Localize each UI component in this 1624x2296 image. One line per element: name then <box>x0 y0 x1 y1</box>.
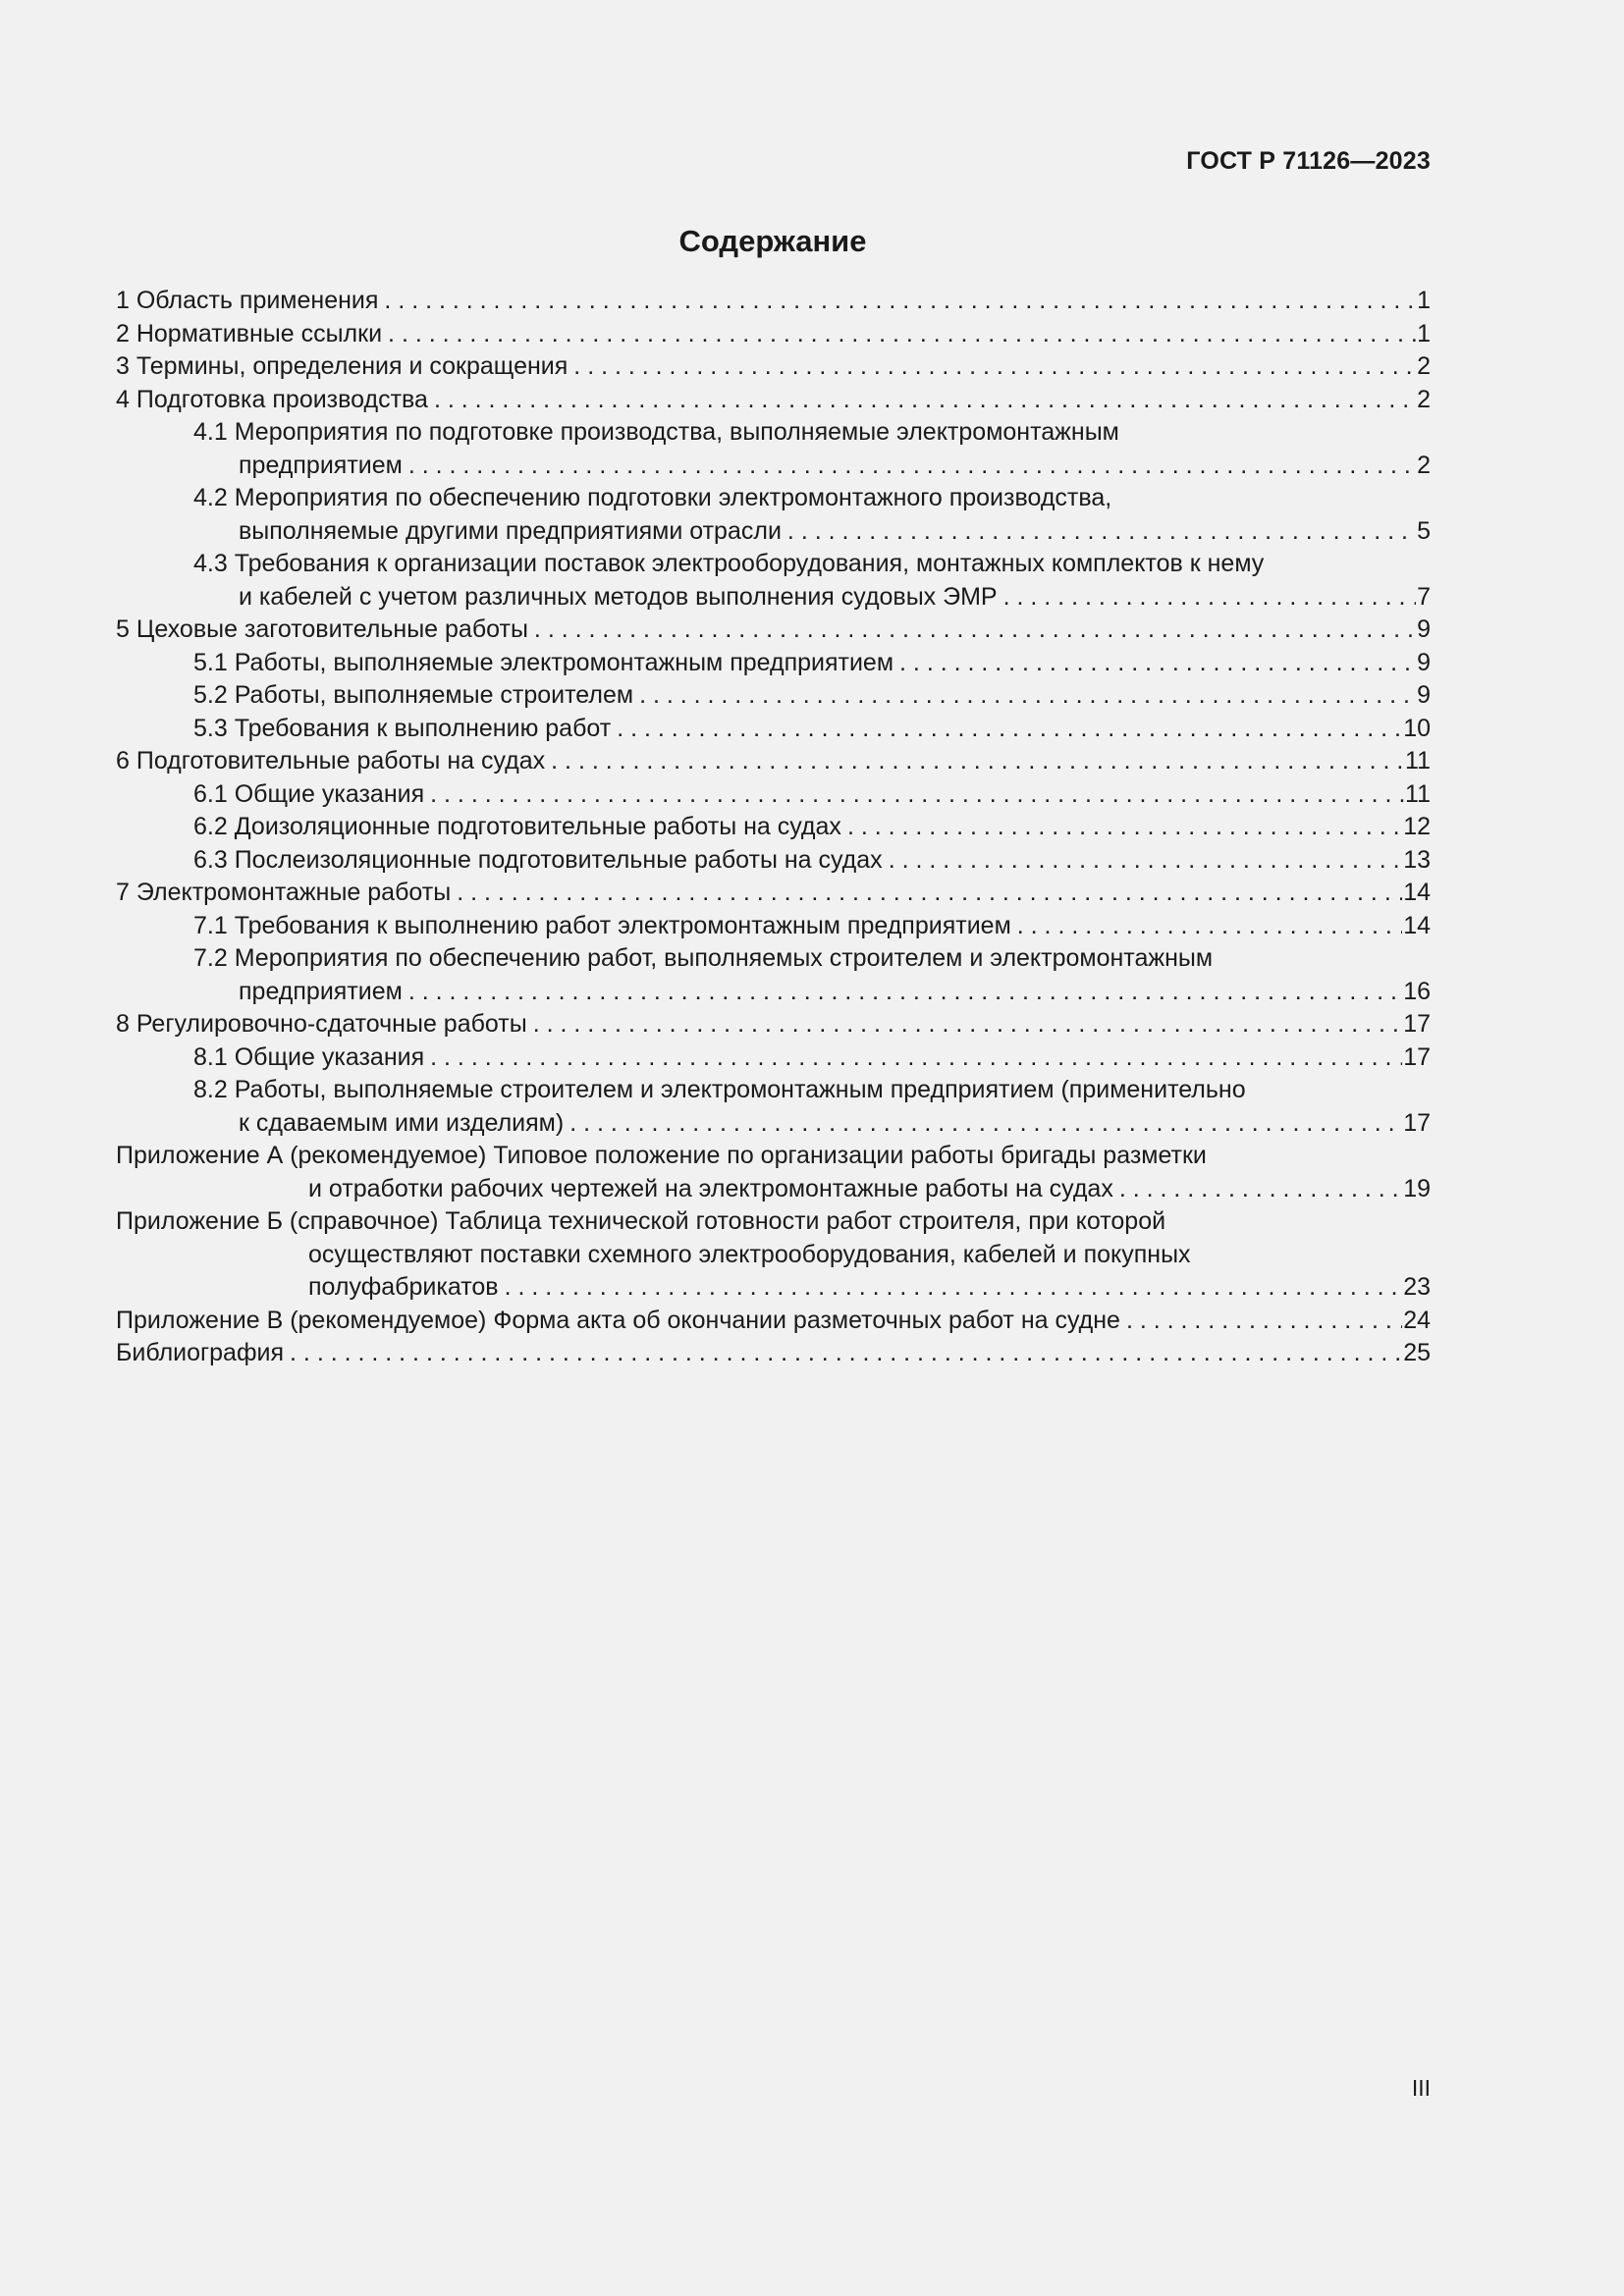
dot-leader <box>534 614 1416 647</box>
toc-subentry[interactable] <box>116 679 1431 713</box>
toc-page-number: 5 <box>1417 516 1431 545</box>
toc-page-number: 19 <box>1403 1174 1431 1202</box>
toc-entry-text: 2 Нормативные ссылки <box>116 319 383 347</box>
toc-page-number: 2 <box>1417 451 1431 479</box>
toc-entry-text: 5 Цеховые заготовительные работы <box>116 615 528 643</box>
toc-page-number: 17 <box>1403 1042 1431 1071</box>
dot-leader <box>457 877 1402 910</box>
toc-page-number: 14 <box>1403 879 1431 906</box>
toc-entry-text: 7 Электромонтажные работы <box>116 879 452 906</box>
toc-entry-text: 5.1 Работы, выполняемые электромонтажным предприятием <box>193 648 894 676</box>
dot-leader <box>408 450 1416 483</box>
toc-entry-text-cont: предприятием <box>239 451 403 479</box>
toc-entry[interactable] <box>116 1008 1431 1041</box>
toc-entry-text: Приложение Б (справочное) Таблица технической готовности работ строителя, при которой <box>116 1207 1166 1235</box>
toc-entry-text: 3 Термины, определения и сокращения <box>116 352 568 380</box>
toc-entry[interactable] <box>116 745 1431 778</box>
dot-leader <box>787 515 1416 549</box>
toc-entry-text-cont: осуществляют поставки схемного электрооборудования, кабелей и покупных <box>308 1240 1191 1268</box>
toc-entry-text: 4.1 Мероприятия по подготовке производства, выполняемые электромонтажным <box>193 418 1119 446</box>
toc-entry[interactable] <box>116 318 1431 351</box>
toc-subentry[interactable] <box>116 482 1431 548</box>
dot-leader <box>617 713 1402 746</box>
toc-entry-text: 4.3 Требования к организации поставок электрооборудования, монтажных комплектов к нему <box>193 550 1265 577</box>
toc-subentry[interactable] <box>116 548 1431 614</box>
toc-page-number: 11 <box>1405 747 1431 774</box>
toc-entry-text: 6.2 Доизоляционные подготовительные работы на судах <box>193 813 841 840</box>
toc-entry-text: 6.3 Послеизоляционные подготовительные работы на судах <box>193 845 883 874</box>
toc-subentry[interactable] <box>116 1074 1431 1140</box>
dot-leader <box>290 1337 1402 1370</box>
toc-entry-text: 5.2 Работы, выполняемые строителем <box>193 681 634 709</box>
toc-page-number: 2 <box>1417 385 1431 413</box>
toc-page-number: 11 <box>1405 779 1431 808</box>
toc-subentry[interactable] <box>116 647 1431 680</box>
toc-entry-text: 8 Регулировочно-сдаточные работы <box>116 1010 527 1038</box>
toc-subentry[interactable] <box>116 844 1431 878</box>
toc-entry-text: 6 Подготовительные работы на судах <box>116 747 546 774</box>
dot-leader <box>1003 581 1416 614</box>
toc-entry-text: 8.1 Общие указания <box>193 1042 425 1071</box>
toc-page-number: 25 <box>1403 1339 1431 1366</box>
toc-entry[interactable] <box>116 614 1431 647</box>
toc-entry-text: 7.1 Требования к выполнению работ электромонтажным предприятием <box>193 911 1011 939</box>
dot-leader <box>889 844 1403 878</box>
dot-leader <box>573 350 1416 384</box>
dot-leader <box>408 976 1402 1009</box>
toc-entry-text: Приложение В (рекомендуемое) Форма акта об окончании разметочных работ на судне <box>116 1306 1120 1334</box>
toc-appendix-entry[interactable] <box>116 1140 1431 1205</box>
toc-page-number: 9 <box>1417 615 1431 643</box>
toc-page-number: 17 <box>1403 1108 1431 1137</box>
toc-title: Содержание <box>678 224 867 258</box>
dot-leader <box>533 1008 1402 1041</box>
toc-page-number: 1 <box>1417 319 1431 347</box>
toc-entry-text: 1 Область применения <box>116 287 379 314</box>
toc-entry[interactable] <box>116 350 1431 384</box>
dot-leader <box>639 679 1416 713</box>
toc-entry[interactable] <box>116 384 1431 417</box>
toc-subentry[interactable] <box>116 811 1431 844</box>
toc-entry-text-cont: и кабелей с учетом различных методов выполнения судовых ЭМР <box>239 582 998 611</box>
toc-appendix-entry[interactable] <box>116 1305 1431 1338</box>
toc-entry-text: 7.2 Мероприятия по обеспечению работ, выполняемых строителем и электромонтажным <box>193 944 1214 972</box>
toc-page-number: 12 <box>1403 813 1431 840</box>
toc-entry-text-cont: и отработки рабочих чертежей на электромонтажные работы на судах <box>308 1174 1113 1202</box>
toc-subentry[interactable] <box>116 910 1431 943</box>
dot-leader <box>847 811 1402 844</box>
toc-entry-text: Библиография <box>116 1339 285 1366</box>
dot-leader <box>430 778 1404 812</box>
toc-subentry[interactable] <box>116 778 1431 812</box>
toc-entry-text: 6.1 Общие указания <box>193 779 425 808</box>
toc-entry[interactable] <box>116 1337 1431 1370</box>
document-code: ГОСТ Р 71126—2023 <box>1186 147 1431 175</box>
dot-leader <box>1126 1305 1402 1338</box>
dot-leader <box>1119 1173 1402 1206</box>
toc-entry-text-cont: предприятием <box>239 977 403 1005</box>
toc-page-number: 24 <box>1403 1306 1431 1334</box>
table-of-contents <box>116 285 1431 1370</box>
dot-leader <box>430 1041 1402 1075</box>
toc-entry-text: 4 Подготовка производства <box>116 385 428 413</box>
toc-subentry[interactable] <box>116 416 1431 482</box>
toc-page-number: 7 <box>1417 582 1431 611</box>
toc-entry-text: 8.2 Работы, выполняемые строителем и электромонтажным предприятием (применительно <box>193 1076 1246 1103</box>
dot-leader <box>505 1271 1403 1305</box>
dot-leader <box>434 384 1416 417</box>
toc-entry-text: 4.2 Мероприятия по обеспечению подготовки электромонтажного производства, <box>193 484 1112 511</box>
toc-page-number: 23 <box>1403 1273 1431 1301</box>
toc-page-number: 10 <box>1403 714 1431 742</box>
toc-page-number: 1 <box>1417 287 1431 314</box>
toc-entry[interactable] <box>116 877 1431 910</box>
toc-subentry[interactable] <box>116 713 1431 746</box>
toc-entry-text-cont: полуфабрикатов <box>308 1273 499 1301</box>
toc-subentry[interactable] <box>116 942 1431 1008</box>
dot-leader <box>384 285 1416 318</box>
dot-leader <box>899 647 1416 680</box>
toc-subentry[interactable] <box>116 1041 1431 1075</box>
dot-leader <box>551 745 1404 778</box>
toc-page-number: 2 <box>1417 352 1431 380</box>
page-number: III <box>1411 2075 1431 2101</box>
dot-leader <box>388 318 1416 351</box>
toc-appendix-entry[interactable] <box>116 1205 1431 1305</box>
toc-entry-text: 5.3 Требования к выполнению работ <box>193 714 612 742</box>
toc-entry[interactable] <box>116 285 1431 318</box>
toc-page-number: 9 <box>1417 648 1431 676</box>
toc-entry-text: Приложение А (рекомендуемое) Типовое положение по организации работы бригады разметки <box>116 1142 1207 1169</box>
dot-leader <box>569 1107 1402 1141</box>
toc-page-number: 17 <box>1403 1010 1431 1038</box>
dot-leader <box>1017 910 1402 943</box>
toc-entry-text-cont: к сдаваемым ими изделиям) <box>239 1108 565 1137</box>
toc-page-number: 9 <box>1417 681 1431 709</box>
toc-page-number: 16 <box>1403 977 1431 1005</box>
toc-entry-text-cont: выполняемые другими предприятиями отрасли <box>239 516 782 545</box>
toc-page-number: 13 <box>1403 845 1431 874</box>
toc-page-number: 14 <box>1403 911 1431 939</box>
